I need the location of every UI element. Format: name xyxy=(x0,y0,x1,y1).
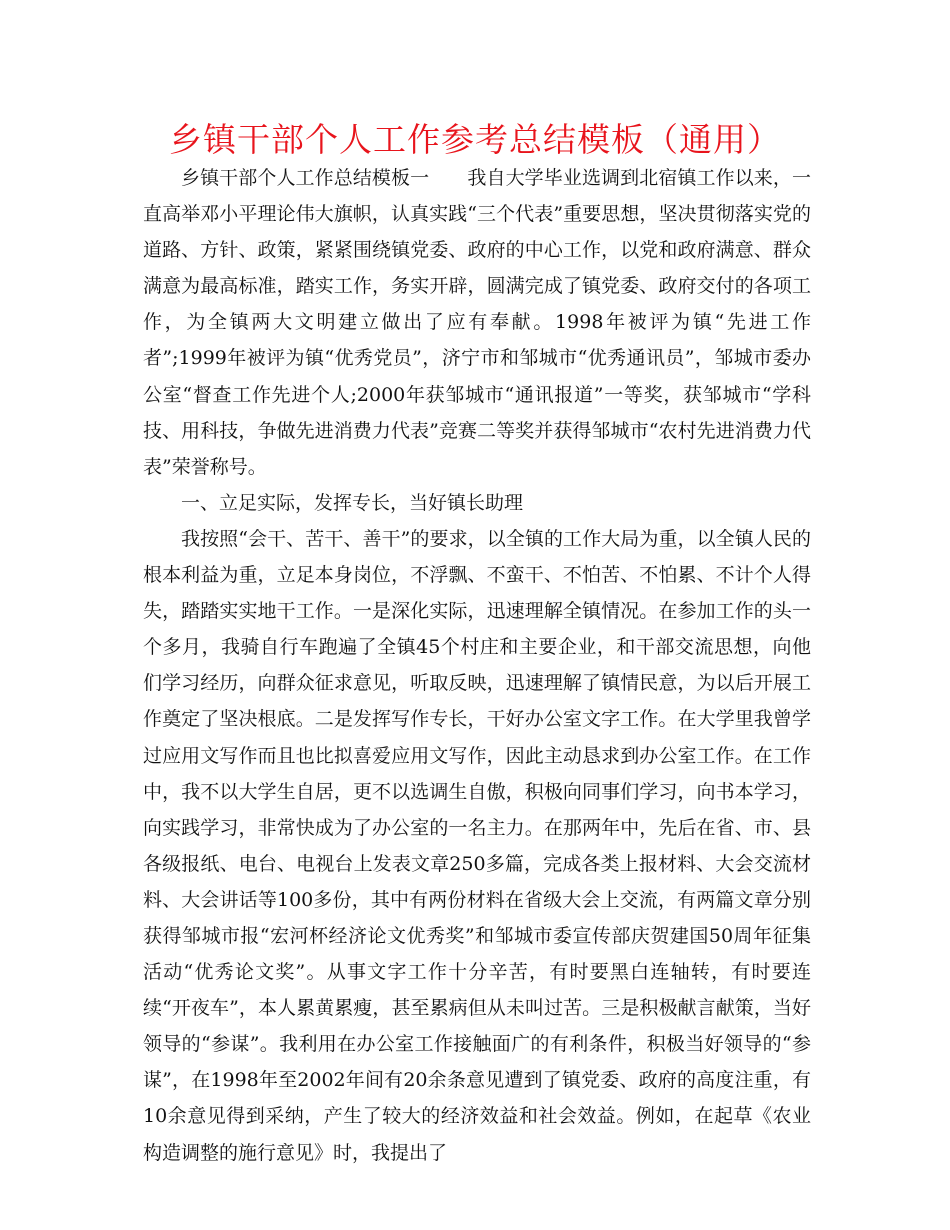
paragraph-section-1: 我按照“会干、苦干、善干”的要求，以全镇的工作大局为重，以全镇人民的根本利益为重，立足本身岗位，不浮飘、不蛮干、不怕苦、不怕累、不计个人得失，踏踏实实地干工作。一是深化实际，迅速理解全镇情况。在参加工作的头一个多月，我骑自行车跑遍了全镇45个村庄和主要企业，和干部交流思想，向他们学习经历，向群众征求意见，听取反映，迅速理解了镇情民意，为以后开展工作奠定了坚决根底。二是发挥写作专长，干好办公室文字工作。在大学里我曾学过应用文写作而且也比拟喜爱应用文写作，因此主动恳求到办公室工作。在工作中，我不以大学生自居，更不以选调生自傲，积极向同事们学习，向书本学习，向实践学习，非常快成为了办公室的一名主力。在那两年中，先后在省、市、县各级报纸、电台、电视台上发表文章250多篇，完成各类上报材料、大会交流材料、大会讲话等100多份，其中有两份材料在省级大会上交流，有两篇文章分别获得邹城市报“宏河杯经济论文优秀奖”和邹城市委宣传部庆贺建国50周年征集活动“优秀论文奖”。从事文字工作十分辛苦，有时要黑白连轴转，有时要连续“开夜车”，本人累黄累瘦，甚至累病但从未叫过苦。三是积极献言献策，当好领导的“参谋”。我利用在办公室工作接触面广的有利条件，积极当好领导的“参谋”，在1998年至2002年间有20余条意见遭到了镇党委、政府的高度注重，有10余意见得到采纳，产生了较大的经济效益和社会效益。例如，在起草《农业构造调整的施行意见》时，我提出了 xyxy=(143,527,811,1164)
document-title: 乡镇干部个人工作参考总结模板（通用） xyxy=(169,120,781,159)
paragraph-intro: 乡镇干部个人工作总结模板一 我自大学毕业选调到北宿镇工作以来，一直高举邓小平理论伟大旗帜，认真实践“三个代表”重要思想，坚决贯彻落实党的道路、方针、政策，紧紧围绕镇党委、政府的中心工作，以党和政府满意、群众满意为最高标准，踏实工作，务实开辟，圆满完成了镇党委、政府交付的各项工作，为全镇两大文明建立做出了应有奉献。1998年被评为镇“先进工作者”;1999年被评为镇“优秀党员”，济宁市和邹城市“优秀通讯员”，邹城市委办公室“督查工作先进个人;2000年获邹城市“通讯报道”一等奖，获邹城市“学科技、用科技，争做先进消费力代表”竞赛二等奖并获得邹城市“农村先进消费力代表”荣誉称号。 xyxy=(143,167,811,478)
document-body xyxy=(143,160,811,1171)
section-heading-1: 一、立足实际，发挥专长，当好镇长助理 xyxy=(181,491,524,514)
